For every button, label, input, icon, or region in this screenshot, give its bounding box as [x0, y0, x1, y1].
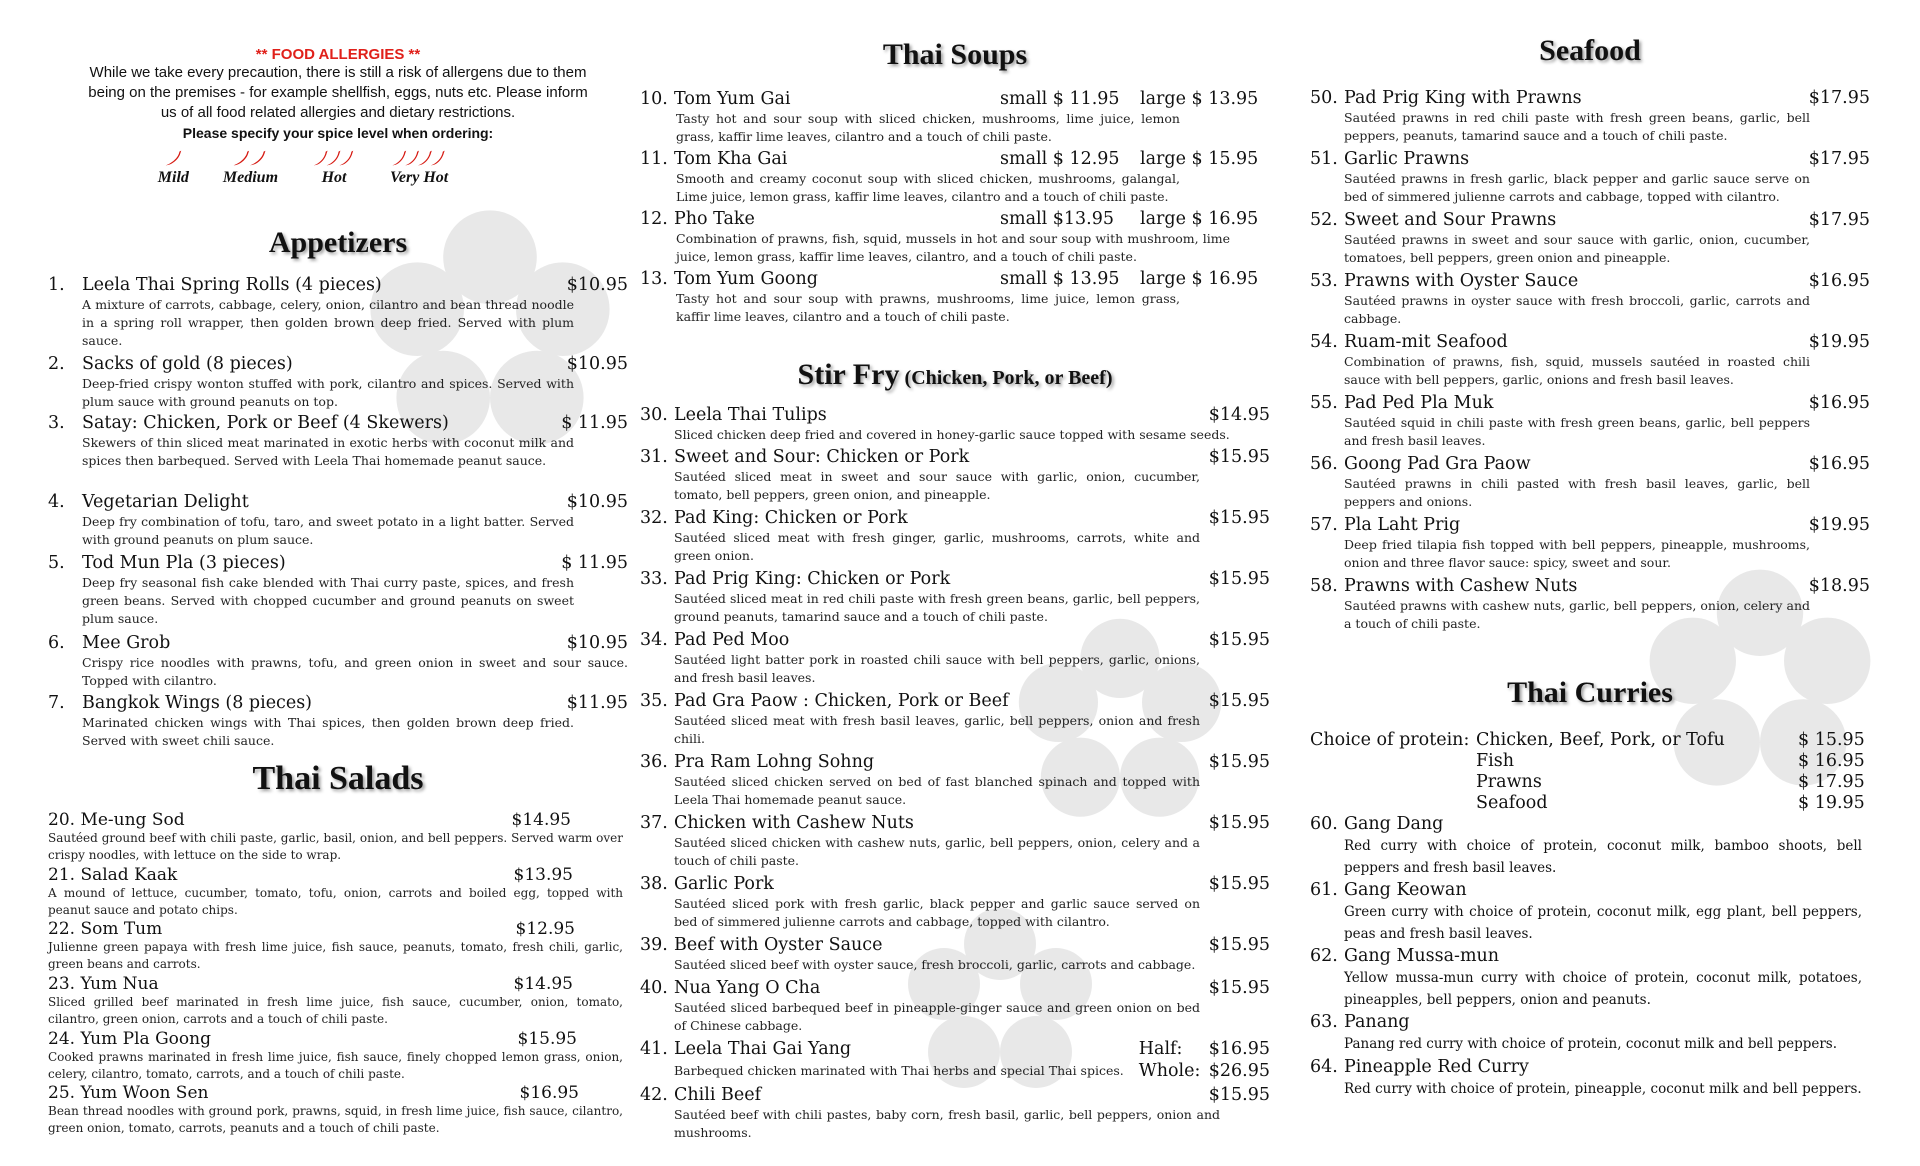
item-price: $19.95: [1808, 332, 1870, 352]
item-description: Green curry with choice of protein, coconut milk, egg plant, bell peppers, peas and fresh basil leaves.: [1344, 904, 1862, 942]
item-description: Yellow mussa-mun curry with choice of protein, coconut milk, potatoes, pineapples, bell peppers, onion and peanuts.: [1344, 970, 1862, 1008]
chili-pepper-icon: [162, 147, 184, 169]
item-number: 39.: [640, 935, 668, 955]
item-text: large $ 15.95: [1140, 149, 1259, 169]
item-text: Pad Ped Moo: [674, 630, 790, 650]
item-description: Sautéed prawns in chili pasted with fresh basil leaves, garlic, bell peppers and onions.: [1344, 476, 1810, 509]
item-description: Sautéed light batter pork in roasted chili sauce with bell peppers, garlic, onions, and fresh basil leaves.: [674, 652, 1200, 685]
menu-item: [640, 1038, 1270, 1082]
menu-item: [48, 919, 623, 973]
menu-item: [640, 208, 1270, 266]
spice-medium: Medium: [223, 147, 278, 187]
item-description: Smooth and creamy coconut soup with sliced chicken, mushrooms, galangal, Lime juice, lemon grass, kaffir lime leaves, cilantro and a touch of chili paste.: [676, 171, 1180, 204]
menu-item: [640, 873, 1270, 931]
item-number: 42.: [640, 1085, 668, 1105]
item-text: [1310, 772, 1476, 793]
item-description: A mound of lettuce, cucumber, tomato, tofu, onion, carrots and boiled egg, topped with peanut sauce and potato chips.: [48, 886, 623, 917]
item-number: 35.: [640, 691, 668, 711]
item-number: 50.: [1310, 88, 1338, 108]
item-number: 38.: [640, 874, 668, 894]
item-text: small $ 12.95: [1000, 149, 1120, 169]
item-text: Tod Mun Pla (3 pieces): [82, 553, 286, 573]
item-text: Pineapple Red Curry: [1344, 1057, 1529, 1077]
item-description: Skewers of thin sliced meat marinated in exotic herbs with coconut milk and spices then barbequed. Served with Leela Thai homemade peanut sauce.: [82, 435, 574, 468]
column-middle: [640, 0, 1270, 1166]
item-price: $15.95: [1208, 569, 1270, 589]
item-number: 52.: [1310, 210, 1338, 230]
menu-item: [1310, 879, 1870, 945]
item-text: Pad Ped Pla Muk: [1344, 393, 1494, 413]
item-number: 30.: [640, 405, 668, 425]
salads-heading: Thai Salads: [252, 760, 424, 797]
item-price: $14.95: [511, 810, 571, 830]
chili-pepper-icon: [390, 147, 448, 169]
item-text: Goong Pad Gra Paow: [1344, 454, 1531, 474]
item-text: Tom Yum Goong: [674, 269, 818, 289]
item-description: Tasty hot and sour soup with sliced chicken, mushrooms, lime juice, lemon grass, kaffir lime leaves, cilantro and a touch of chili paste.: [676, 111, 1180, 144]
menu-item: [48, 692, 628, 750]
menu-item: [48, 353, 628, 411]
item-price: $19.95: [1808, 515, 1870, 535]
menu-item: [48, 1029, 623, 1083]
item-description: Red curry with choice of protein, coconut milk, bamboo shoots, bell peppers and fresh basil leaves.: [1344, 838, 1862, 876]
item-number: 32.: [640, 508, 668, 528]
item-description: Sautéed sliced meat in red chili paste with fresh green beans, garlic, bell peppers, ground peanuts, tamarind sauce and a touch of chili paste.: [674, 591, 1200, 624]
menu-item: [48, 810, 623, 864]
item-price: $15.95: [517, 1029, 577, 1049]
menu-item: [640, 812, 1270, 870]
item-text: Garlic Pork: [674, 874, 774, 894]
item-price: $17.95: [1808, 88, 1870, 108]
item-description: Bean thread noodles with ground pork, prawns, squid, in fresh lime juice, fish sauce, cilantro, green onion, tomato, carrots, peanuts and a touch of chili paste.: [48, 1104, 623, 1135]
item-text: Gang Keowan: [1344, 880, 1467, 900]
protein-options: [1310, 730, 1870, 814]
item-price: $14.95: [1208, 405, 1270, 425]
menu-item: [48, 1083, 623, 1137]
item-number: 63.: [1310, 1012, 1338, 1032]
appetizers-heading: Appetizers: [268, 226, 408, 259]
item-description: Deep-fried crispy wonton stuffed with pork, cilantro and spices. Served with plum sauce with ground peanuts on top.: [82, 376, 574, 409]
item-price: $15.95: [1208, 630, 1270, 650]
menu-item: [640, 934, 1270, 974]
item-number: 60.: [1310, 814, 1338, 834]
item-text: small $13.95: [1000, 209, 1114, 229]
item-description: Combination of prawns, fish, squid, mussels sautéed in roasted chili sauce with bell peppers, garlic, onions and fresh basil leaves.: [1344, 354, 1810, 387]
item-text: Chicken with Cashew Nuts: [674, 813, 914, 833]
menu-item: [48, 552, 628, 628]
item-price: $13.95: [513, 865, 573, 885]
spice-very-hot: Very Hot: [390, 147, 448, 187]
item-description: Deep fried tilapia fish topped with bell peppers, pineapple, mushrooms, onion and three flavor sauce: spicy, sweet and sour.: [1344, 537, 1810, 570]
menu-item: [1310, 514, 1870, 572]
chili-pepper-icon: [230, 147, 270, 169]
menu-item: [640, 446, 1270, 504]
item-price: $ 11.95: [561, 553, 628, 573]
menu-item: [48, 865, 623, 919]
item-text: $ 15.95: [1798, 730, 1865, 750]
menu-item: [1310, 392, 1870, 450]
item-price: $18.95: [1808, 576, 1870, 596]
item-text: Chili Beef: [674, 1085, 762, 1105]
allergy-notice: While we take every precaution, there is still a risk of allergens due to them being on the premises - for example shellfish, eggs, nuts etc. Please inform us of all food related allergies and dietary restrictions.: [88, 64, 588, 121]
menu-item: [640, 1084, 1270, 1142]
item-number: 31.: [640, 447, 668, 467]
menu-item: [640, 507, 1270, 565]
item-description: Sautéed sliced meat with fresh basil leaves, garlic, bell peppers, onion and fresh chili.: [674, 713, 1200, 746]
item-price: $15.95: [1208, 935, 1270, 955]
item-number: 13.: [640, 269, 668, 289]
menu-item: [1310, 1011, 1870, 1055]
item-text: $ 19.95: [1798, 793, 1865, 813]
item-price: $10.95: [566, 275, 628, 295]
item-description: Sautéed squid in chili paste with fresh green beans, garlic, bell peppers and fresh basil leaves.: [1344, 415, 1810, 448]
item-price: $16.95: [1808, 454, 1870, 474]
item-text: Pad King: Chicken or Pork: [674, 508, 908, 528]
item-description: Crispy rice noodles with prawns, tofu, and green onion in sweet and sour sauce. Topped with cilantro.: [82, 655, 628, 688]
item-number: 36.: [640, 752, 668, 772]
item-price: $10.95: [566, 492, 628, 512]
item-price: $16.95: [519, 1083, 579, 1103]
item-text: Whole:: [1138, 1061, 1201, 1081]
item-text: Prawns: [1476, 772, 1542, 792]
item-description: Sautéed prawns in oyster sauce with fresh broccoli, garlic, carrots and cabbage.: [1344, 293, 1810, 326]
item-number: 56.: [1310, 454, 1338, 474]
item-number: 61.: [1310, 880, 1338, 900]
item-text: Satay: Chicken, Pork or Beef (4 Skewers): [82, 413, 449, 433]
item-price: $15.95: [1208, 978, 1270, 998]
stirfry-heading: Stir Fry (Chicken, Pork, or Beef): [797, 358, 1113, 391]
menu-item: [640, 268, 1270, 326]
item-description: Julienne green papaya with fresh lime juice, fish sauce, peanuts, tomato, fresh chili, garlic, green beans and carrots.: [48, 940, 623, 971]
item-text: $ 17.95: [1798, 772, 1865, 792]
item-price: $15.95: [1208, 508, 1270, 528]
curries-heading: Thai Curries: [1507, 676, 1673, 709]
item-text: $ 16.95: [1798, 751, 1865, 771]
item-price: $15.95: [1208, 752, 1270, 772]
menu-item: [1310, 270, 1870, 328]
item-price: $16.95: [1808, 271, 1870, 291]
item-number: 41.: [640, 1039, 668, 1059]
item-text: small $ 11.95: [1000, 89, 1120, 109]
menu-item: [640, 568, 1270, 626]
item-text: 24. Yum Pla Goong: [48, 1029, 211, 1049]
item-number: 12.: [640, 209, 668, 229]
item-number: 1.: [48, 275, 65, 295]
item-description: Deep fry combination of tofu, taro, and sweet potato in a light batter. Served with ground peanuts on plum sauce.: [82, 514, 574, 547]
item-text: Panang: [1344, 1012, 1410, 1032]
item-price: $12.95: [515, 919, 575, 939]
menu-item: [48, 491, 628, 549]
item-number: 10.: [640, 89, 668, 109]
item-price: $17.95: [1808, 149, 1870, 169]
item-text: Tom Kha Gai: [674, 149, 788, 169]
item-text: Pad Gra Paow : Chicken, Pork or Beef: [674, 691, 1009, 711]
item-price: $16.95: [1808, 393, 1870, 413]
item-description: Sautéed beef with chili pastes, baby corn, fresh basil, garlic, bell peppers, onion and mushrooms.: [674, 1107, 1220, 1140]
item-text: Bangkok Wings (8 pieces): [82, 693, 313, 713]
item-description: Sautéed sliced chicken served on bed of fast blanched spinach and topped with Leela Thai homemade peanut sauce.: [674, 774, 1200, 807]
item-text: Sweet and Sour Prawns: [1344, 210, 1557, 230]
item-number: 54.: [1310, 332, 1338, 352]
item-description: Cooked prawns marinated in fresh lime juice, fish sauce, finely chopped lemon grass, onion, celery, cilantro, tomato, carrots, and a touch of chili paste.: [48, 1050, 623, 1081]
spice-hot: Hot: [312, 147, 356, 187]
menu-item: [48, 974, 623, 1028]
item-text: 20. Me-ung Sod: [48, 810, 185, 830]
item-price: $14.95: [513, 974, 573, 994]
item-number: 6.: [48, 633, 65, 653]
item-text: Leela Thai Gai Yang: [674, 1039, 852, 1059]
menu-item: [1310, 331, 1870, 389]
menu-item: [1310, 945, 1870, 1011]
item-description: Barbequed chicken marinated with Thai herbs and special Thai spices.: [674, 1063, 1124, 1078]
item-price: $15.95: [1208, 813, 1270, 833]
item-number: 37.: [640, 813, 668, 833]
item-number: 40.: [640, 978, 668, 998]
column-left: [48, 0, 628, 1166]
item-price: $10.95: [566, 354, 628, 374]
item-text: Seafood: [1476, 793, 1548, 813]
item-price: $11.95: [566, 693, 628, 713]
allergy-title: ** FOOD ALLERGIES **: [255, 46, 421, 63]
item-description: Sautéed prawns with cashew nuts, garlic, bell peppers, onion, celery and a touch of chili paste.: [1344, 598, 1810, 631]
item-description: Marinated chicken wings with Thai spices, then golden brown deep fried. Served with sweet chili sauce.: [82, 715, 574, 748]
item-text: Mee Grob: [82, 633, 171, 653]
item-number: 4.: [48, 492, 65, 512]
menu-item: [1310, 148, 1870, 206]
item-text: Choice of protein:: [1310, 730, 1470, 750]
item-text: Gang Dang: [1344, 814, 1444, 834]
item-description: Deep fry seasonal fish cake blended with Thai curry paste, spices, and fresh green beans. Served with chopped cucumber and ground peanuts on sweet plum sauce.: [82, 575, 574, 626]
item-price: $26.95: [1208, 1061, 1270, 1081]
item-number: 3.: [48, 413, 65, 433]
item-number: 53.: [1310, 271, 1338, 291]
item-description: Sautéed sliced pork with fresh garlic, black pepper and garlic sauce served on bed of simmered julienne carrots and cabbage, topped with cilantro.: [674, 896, 1200, 929]
item-description: Sautéed sliced meat in sweet and sour sauce with garlic, onion, cucumber, tomato, bell peppers, green onion, and pineapple.: [674, 469, 1200, 502]
item-text: 22. Som Tum: [48, 919, 163, 939]
seafood-heading: Seafood: [1539, 34, 1641, 67]
item-description: Sliced chicken deep fried and covered in honey-garlic sauce topped with sesame seeds.: [674, 427, 1230, 442]
item-text: Half:: [1138, 1039, 1183, 1059]
menu-item: [48, 632, 628, 690]
item-description: Sautéed sliced chicken with cashew nuts, garlic, bell peppers, onion, celery and a touch of chili paste.: [674, 835, 1200, 868]
item-number: 7.: [48, 693, 65, 713]
item-description: Red curry with choice of protein, pineapple, coconut milk and bell peppers.: [1344, 1081, 1862, 1097]
item-text: Leela Thai Spring Rolls (4 pieces): [82, 275, 382, 295]
menu-item: [640, 148, 1270, 206]
item-text: Pad Prig King with Prawns: [1344, 88, 1582, 108]
item-price: $ 11.95: [561, 413, 628, 433]
item-number: 51.: [1310, 149, 1338, 169]
item-description: Sautéed prawns in red chili paste with fresh green beans, garlic, bell peppers, peanuts, tamarind sauce and a touch of chili paste.: [1344, 110, 1810, 143]
item-number: 55.: [1310, 393, 1338, 413]
item-description: A mixture of carrots, cabbage, celery, onion, cilantro and bean thread noodle in a spring roll wrapper, then golden brown deep fried. Served with plum sauce.: [82, 297, 574, 348]
item-description: Combination of prawns, fish, squid, mussels in hot and sour soup with mushroom, lime juice, lemon grass, kaffir lime leaves, cilantro, and a touch of chili paste.: [676, 231, 1230, 264]
item-text: large $ 13.95: [1140, 89, 1259, 109]
menu-item: [1310, 453, 1870, 511]
item-text: [1310, 751, 1476, 772]
item-description: Sautéed sliced barbequed beef in pineapple-ginger sauce and green onion on bed of Chinese cabbage.: [674, 1000, 1200, 1033]
item-text: Tom Yum Gai: [674, 89, 791, 109]
menu-item: [640, 690, 1270, 748]
item-text: large $ 16.95: [1140, 269, 1259, 289]
item-description: Sautéed sliced meat with fresh ginger, garlic, mushrooms, carrots, white and green onion.: [674, 530, 1200, 563]
spice-prompt: Please specify your spice level when ordering:: [182, 125, 494, 141]
item-text: Vegetarian Delight: [82, 492, 249, 512]
item-text: 23. Yum Nua: [48, 974, 159, 994]
item-text: Beef with Oyster Sauce: [674, 935, 883, 955]
item-text: Gang Mussa-mun: [1344, 946, 1500, 966]
menu-item: [640, 629, 1270, 687]
menu-item: [1310, 1056, 1870, 1100]
item-description: Sautéed prawns in fresh garlic, black pepper and garlic sauce serve on bed of simmered julienne carrots and cabbage, topped with cilantro.: [1344, 171, 1810, 204]
item-text: Pla Laht Prig: [1344, 515, 1461, 535]
item-text: Pho Take: [674, 209, 755, 229]
item-price: $10.95: [566, 633, 628, 653]
item-description: Sautéed sliced beef with oyster sauce, fresh broccoli, garlic, carrots and cabbage.: [674, 957, 1196, 972]
chili-pepper-icon: [312, 147, 356, 169]
item-number: 62.: [1310, 946, 1338, 966]
item-text: Sacks of gold (8 pieces): [82, 354, 293, 374]
item-price: $15.95: [1208, 1085, 1270, 1105]
item-number: 11.: [640, 149, 668, 169]
item-price: $15.95: [1208, 874, 1270, 894]
item-text: Pad Prig King: Chicken or Pork: [674, 569, 951, 589]
menu-item: [48, 412, 628, 470]
item-text: 21. Salad Kaak: [48, 865, 178, 885]
item-price: $15.95: [1208, 691, 1270, 711]
item-number: 33.: [640, 569, 668, 589]
menu-item: [640, 88, 1270, 146]
item-text: Prawns with Oyster Sauce: [1344, 271, 1579, 291]
item-text: Fish: [1476, 751, 1514, 771]
item-number: 64.: [1310, 1057, 1338, 1077]
menu-item: [1310, 87, 1870, 145]
spice-levels: [48, 147, 558, 187]
menu-item: [640, 751, 1270, 809]
item-text: Sweet and Sour: Chicken or Pork: [674, 447, 970, 467]
item-description: Sautéed prawns in sweet and sour sauce with garlic, onion, cucumber, tomatoes, bell peppers, green onion and pineapple.: [1344, 232, 1810, 265]
item-text: Prawns with Cashew Nuts: [1344, 576, 1578, 596]
menu-item: [640, 404, 1270, 444]
item-description: Sliced grilled beef marinated in fresh lime juice, fish sauce, cucumber, onion, tomato, cilantro, green onion, carrots and a touch of chili paste.: [48, 995, 623, 1026]
item-price: $16.95: [1208, 1039, 1270, 1059]
item-number: 57.: [1310, 515, 1338, 535]
menu-item: [1310, 813, 1870, 879]
item-price: $15.95: [1208, 447, 1270, 467]
soups-heading: Thai Soups: [882, 38, 1028, 71]
item-text: 25. Yum Woon Sen: [48, 1083, 209, 1103]
item-number: 58.: [1310, 576, 1338, 596]
item-price: $17.95: [1808, 210, 1870, 230]
item-text: Garlic Prawns: [1344, 149, 1470, 169]
item-text: Nua Yang O Cha: [674, 978, 821, 998]
item-description: Tasty hot and sour soup with prawns, mushrooms, lime juice, lemon grass, kaffir lime leaves, cilantro and a touch of chili paste.: [676, 291, 1180, 324]
item-number: 34.: [640, 630, 668, 650]
item-text: Pra Ram Lohng Sohng: [674, 752, 875, 772]
item-text: Chicken, Beef, Pork, or Tofu: [1476, 730, 1725, 750]
menu-item: [640, 977, 1270, 1035]
item-text: [1310, 793, 1476, 814]
item-text: small $ 13.95: [1000, 269, 1120, 289]
menu-item: [1310, 209, 1870, 267]
menu-item: [48, 274, 628, 350]
item-description: Panang red curry with choice of protein, coconut milk and bell peppers.: [1344, 1036, 1838, 1052]
menu-item: [1310, 575, 1870, 633]
item-description: Sautéed ground beef with chili paste, garlic, basil, onion, and bell peppers. Served warm over crispy noodles, with lettuce on the side to wrap.: [48, 831, 623, 862]
item-text: large $ 16.95: [1140, 209, 1259, 229]
column-right: [1310, 0, 1870, 1166]
item-number: 2.: [48, 354, 65, 374]
item-text: Ruam-mit Seafood: [1344, 332, 1508, 352]
spice-mild: Mild: [158, 147, 189, 187]
item-text: Leela Thai Tulips: [674, 405, 827, 425]
item-number: 5.: [48, 553, 65, 573]
